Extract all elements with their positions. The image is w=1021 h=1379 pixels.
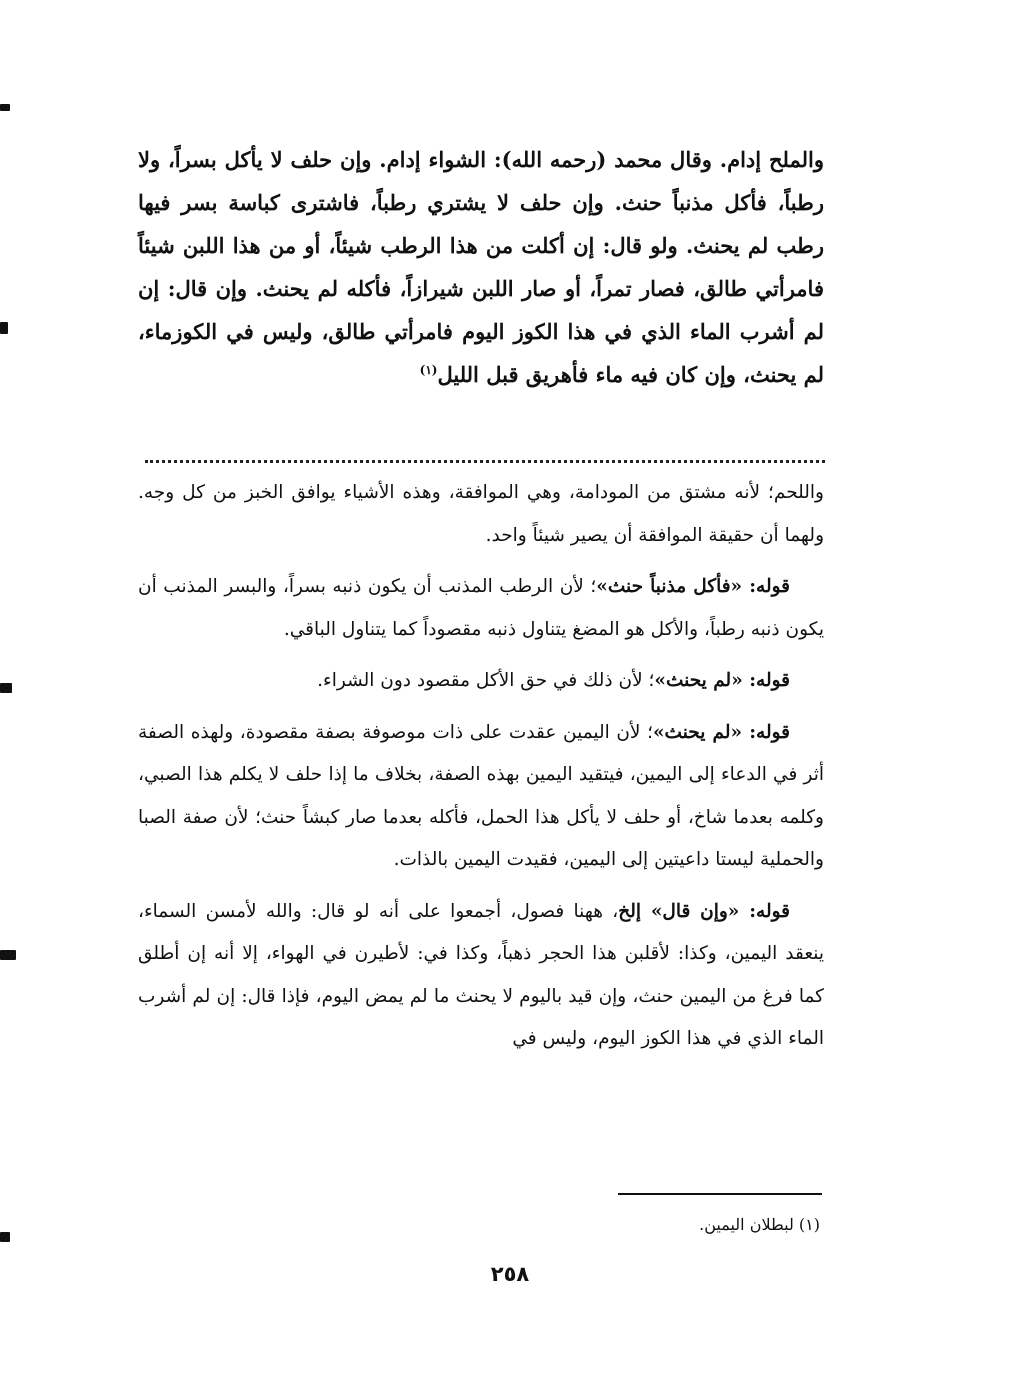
page-number: ٢٥٨ — [490, 1262, 530, 1286]
commentary-paragraph — [138, 660, 824, 703]
main-text — [138, 138, 824, 396]
dotted-separator — [145, 460, 825, 463]
commentary-label: قوله: «لم يحنث» — [652, 721, 790, 743]
commentary-text: واللحم؛ لأنه مشتق من المودامة، وهي الموافقة، وهذه الأشياء يوافق الخبز من كل وجه. ولهما أن حقيقة الموافقة أن يصير شيئاً واحد. — [138, 482, 824, 546]
scan-edge-mark — [0, 322, 8, 334]
commentary-label: قوله: «لم يحنث» — [654, 670, 790, 691]
commentary-paragraph — [138, 712, 824, 882]
scan-edge-mark — [0, 1232, 10, 1242]
footnote-reference: (١) — [419, 363, 438, 377]
commentary-paragraph — [138, 472, 824, 557]
main-paragraph-text: والملح إدام. وقال محمد (رحمه الله): الشواء إدام. وإن حلف لا يأكل بسراً، ولا رطباً، فأكل مذنباً حنث. وإن حلف لا يشتري رطباً، فاشترى كباسة بسر فيها رطب لم يحنث. ولو قال: إن أكلت من هذا الرطب شيئاً، أو من هذا اللبن شيئاً فامرأتي طالق، فصار تمراً، أو صار اللبن شيرازاً، فأكله لم يحنث. وإن قال: إن لم أشرب الماء الذي في هذا الكوز اليوم فامرأتي طالق، وليس في الكوزماء، لم يحنث، وإن كان فيه ماء فأهريق قبل الليل — [138, 147, 824, 387]
commentary-label: قوله: «وإن قال» إلخ — [618, 900, 790, 922]
scan-edge-mark — [0, 683, 12, 693]
commentary — [138, 472, 824, 1061]
footnote-rule — [618, 1193, 822, 1195]
commentary-text: ؛ لأن الرطب المذنب أن يكون ذنبه بسراً، والبسر المذنب أن يكون ذنبه رطباً، والأكل هو المضغ يتناول ذنبه مقصوداً كما يتناول الباقي. — [138, 576, 824, 640]
scan-edge-mark — [0, 950, 16, 960]
commentary-text: ؛ لأن ذلك في حق الأكل مقصود دون الشراء. — [317, 670, 655, 691]
commentary-text: ، ههنا فصول، أجمعوا على أنه لو قال: والله لأمسن السماء، ينعقد اليمين، وكذا: لأقلبن هذا الحجر ذهباً، وكذا في: لأطيرن في الهواء، إلا أنه إن أطلق كما فرغ من اليمين حنث، وإن قيد باليوم لا يحنث ما لم يمض اليوم، فإذا قال: إن لم أشرب الماء الذي في هذا الكوز اليوم، وليس في — [138, 900, 824, 1049]
commentary-label: قوله: «فأكل مذنباً حنث» — [596, 576, 791, 597]
commentary-paragraph — [138, 566, 824, 651]
scan-edge-mark — [0, 104, 10, 111]
footnote: (١) لبطلان اليمين. — [699, 1215, 820, 1234]
commentary-paragraph — [138, 891, 824, 1061]
commentary-text: ؛ لأن اليمين عقدت على ذات موصوفة بصفة مقصودة، ولهذه الصفة أثر في الدعاء إلى اليمين، فيتقيد اليمين بهذه الصفة، بخلاف ما إذا حلف لا يكلم هذا الصبي، وكلمه بعدما شاخ، أو حلف لا يأكل هذا الحمل، فأكله بعدما صار كبشاً حنث؛ لأن صفة الصبا والحملية ليستا داعيتين إلى اليمين، فقيدت اليمين بالذات. — [138, 721, 824, 870]
main-paragraph — [138, 138, 824, 396]
